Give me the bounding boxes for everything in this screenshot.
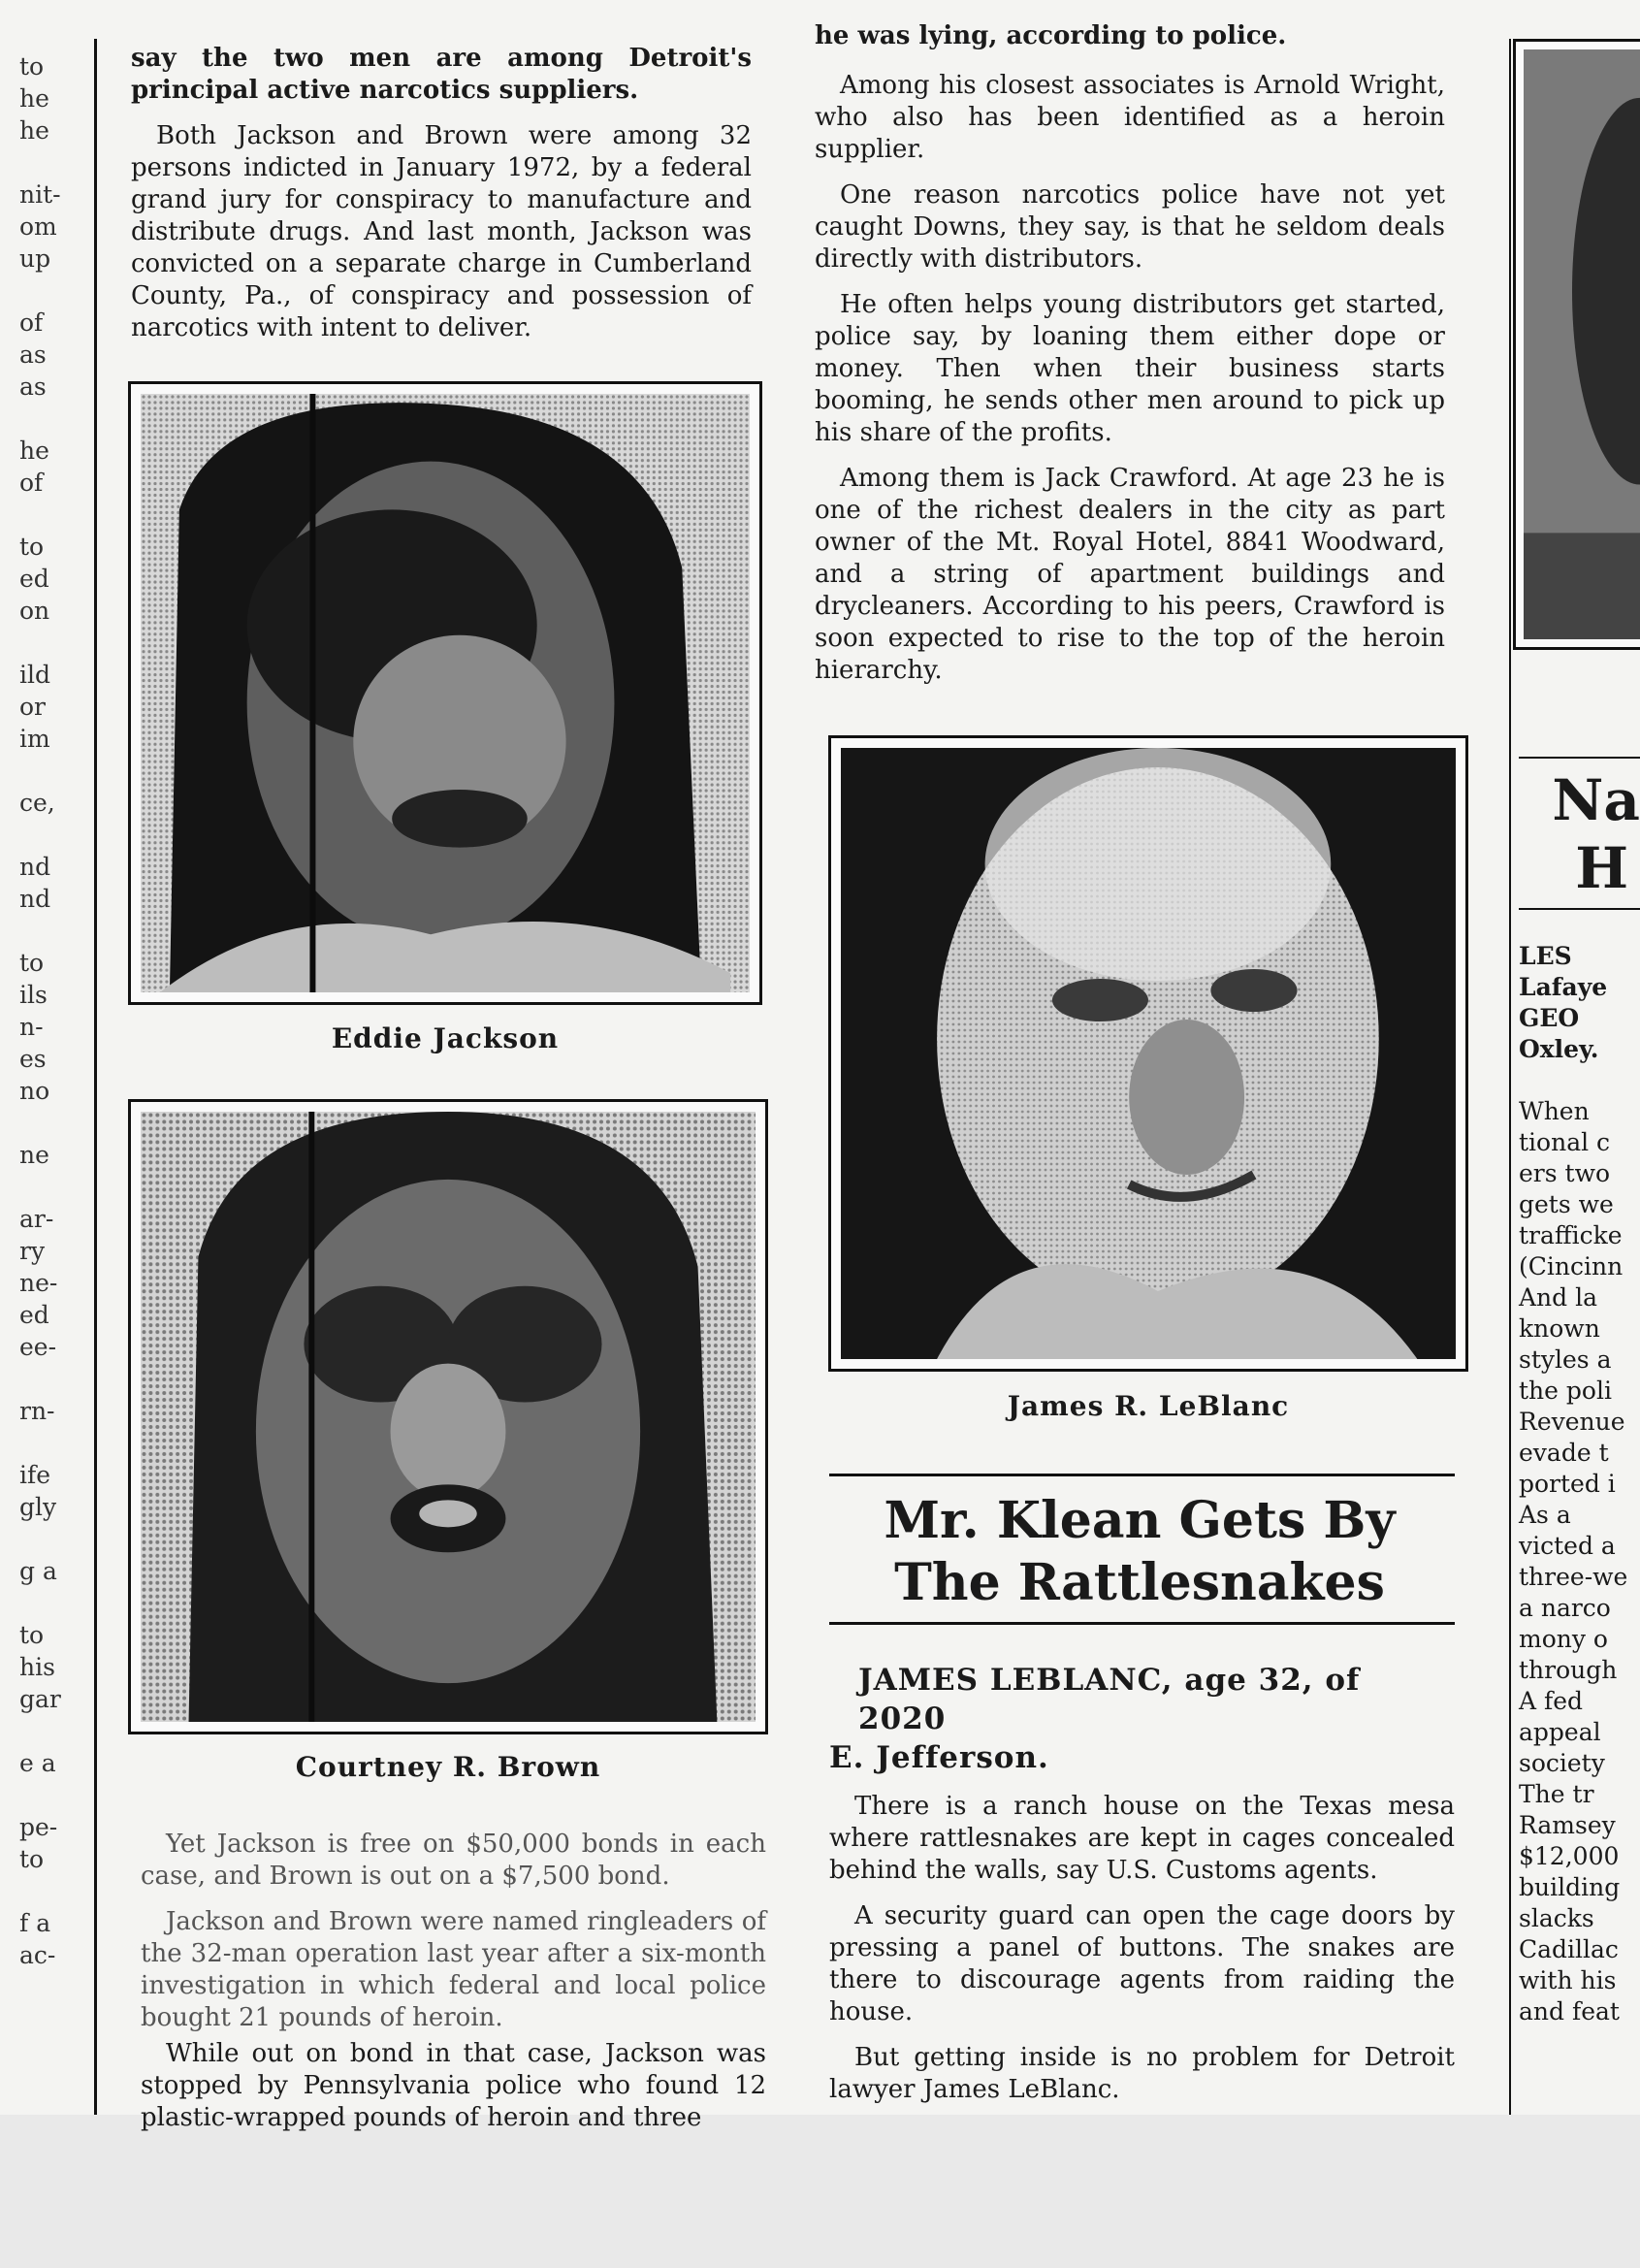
article-paragraph: A security guard can open the cage doors by pressing a panel of buttons. The snakes are there to discourage agents from raiding the house.: [829, 1901, 1455, 2026]
fragment-line: [19, 499, 78, 531]
fragment-line: ils: [19, 981, 48, 1009]
fragment-line: ers two: [1519, 1159, 1611, 1187]
fragment-line: up: [19, 244, 51, 273]
fragment-line: LES: [1519, 942, 1572, 970]
column-one-top: [131, 43, 752, 358]
headline-line-2: The Rattlesnakes: [894, 1553, 1385, 1612]
fragment-line: [19, 627, 78, 659]
column-one-bottom: [141, 1829, 766, 2132]
fragment-line: the poli: [1519, 1377, 1612, 1405]
fragment-line: $12,000: [1519, 1842, 1620, 1870]
fragment-line: to: [19, 52, 45, 81]
fragment-line: to: [19, 533, 45, 561]
fragment-line: ac-: [19, 1941, 56, 1969]
article-paragraph: Among them is Jack Crawford. At age 23 he is one of the richest dealers in the city as part owner of the Mt. Royal Hotel, 8841 Woodward, and a string of apartment buildings and drycleaners. According to his peers, Crawford is soon expected to rise to the top of the heroin hierarchy.: [815, 464, 1445, 685]
portrait-image: [841, 748, 1456, 1359]
fragment-line: [19, 1587, 78, 1619]
fragment-line: GEO: [1519, 1004, 1580, 1032]
portrait-image: [141, 394, 750, 992]
article-paragraph: say the two men are among Detroit's principal active narcotics suppliers.: [131, 44, 752, 105]
photo-james-leblanc: [828, 735, 1468, 1372]
fragment-line: [19, 1363, 78, 1395]
fragment-line: a narco: [1519, 1594, 1611, 1622]
fragment-line: ed: [19, 565, 49, 593]
fragment-line: [19, 146, 78, 178]
fragment-line: n-: [19, 1013, 44, 1041]
fragment-line: Cadillac: [1519, 1935, 1619, 1963]
caption-courtney-brown: Courtney R. Brown: [295, 1751, 601, 1783]
fragment-line: to: [19, 1845, 45, 1873]
kicker-line-2: E. Jefferson.: [829, 1740, 1049, 1775]
article-paragraph: Among his closest associates is Arnold Wright, who also has been identified as a heroin supplier.: [815, 71, 1445, 164]
fragment-line: no: [19, 1077, 50, 1105]
fragment-line: As a: [1519, 1501, 1571, 1529]
fragment-line: g a: [19, 1557, 57, 1585]
fragment-line: Revenue: [1519, 1408, 1625, 1436]
article-paragraph: But getting inside is no problem for Detroit lawyer James LeBlanc.: [829, 2043, 1455, 2104]
photo-courtney-brown: [128, 1099, 768, 1734]
article-headline: [829, 1490, 1450, 1614]
article-paragraph: Both Jackson and Brown were among 32 persons indicted in January 1972, by a federal grand jury for conspiracy to manufacture and distribute drugs. And last month, Jackson was convicted on a separate charge in Cumberland County, Pa., of conspiracy and possession of narcotics with intent to deliver.: [131, 121, 752, 342]
fragment-line: to: [19, 1621, 45, 1649]
column-rule-right: [1509, 39, 1511, 2115]
fragment-line: [19, 403, 78, 435]
fragment-line: es: [19, 1045, 47, 1073]
fragment-line: [19, 1171, 78, 1203]
fragment-line: gly: [19, 1493, 57, 1521]
fragment-line: tional c: [1519, 1128, 1611, 1156]
column-two-top: [815, 21, 1445, 700]
headline-rule-top: [829, 1474, 1455, 1476]
right-rule-top: [1519, 757, 1640, 759]
fragment-line: ee-: [19, 1333, 57, 1361]
column-two-bottom: [829, 1661, 1455, 2120]
article-paragraph: Jackson and Brown were named ringleaders of the 32-man operation last year after a six-month investigation in which federal and local police bought 21 pounds of heroin.: [141, 1907, 766, 2032]
fragment-line: [19, 275, 78, 307]
fragment-line: his: [19, 1653, 55, 1681]
fragment-line: victed a: [1519, 1532, 1616, 1560]
article-paragraph: Yet Jackson is free on $50,000 bonds in each case, and Brown is out on a $7,500 bond.: [141, 1830, 766, 1891]
fragment-line: as: [19, 373, 47, 401]
fragment-line: Lafaye: [1519, 973, 1608, 1001]
fragment-line: [19, 819, 78, 851]
right-headline: [1519, 766, 1640, 907]
fragment-line: three-we: [1519, 1563, 1628, 1591]
fragment-line: [1519, 1065, 1640, 1096]
fragment-line: pe-: [19, 1813, 58, 1841]
caption-james-leblanc: James R. LeBlanc: [1007, 1390, 1290, 1422]
fragment-line: ry: [19, 1237, 46, 1265]
fragment-line: [19, 1715, 78, 1747]
fragment-line: ne-: [19, 1269, 58, 1297]
portrait-image: [141, 1112, 756, 1722]
article-paragraph: One reason narcotics police have not yet caught Downs, they say, is that he seldom deals directly with distributors.: [815, 180, 1445, 274]
fragment-line: (Cincinn: [1519, 1252, 1624, 1280]
fragment-line: Oxley.: [1519, 1035, 1599, 1063]
fragment-line: The tr: [1519, 1780, 1594, 1808]
portrait-image: [1524, 49, 1640, 639]
kicker-line-1: JAMES LEBLANC, age 32, of 2020: [858, 1663, 1361, 1736]
fragment-line: ed: [19, 1301, 49, 1329]
fragment-line: im: [19, 725, 50, 753]
left-column-fragments: [19, 50, 78, 1971]
fragment-line: [19, 915, 78, 947]
fragment-line: [19, 1107, 78, 1139]
fragment-line: A fed: [1519, 1687, 1584, 1715]
fragment-line: [19, 1523, 78, 1555]
right-headline-line-1: Na: [1552, 767, 1640, 833]
article-paragraph: There is a ranch house on the Texas mesa where rattlesnakes are kept in cages concealed behind the walls, say U.S. Customs agents.: [829, 1792, 1455, 1885]
fragment-line: gets we: [1519, 1190, 1614, 1218]
fragment-line: through: [1519, 1656, 1618, 1684]
column-rule-left: [94, 39, 97, 2115]
fragment-line: gar: [19, 1685, 61, 1713]
article-paragraph: He often helps young distributors get started, police say, by loaning them either dope or money. Then when their business starts booming, he sends other men around to pick up his share of the profits.: [815, 290, 1445, 447]
right-column-fragments: [1519, 941, 1640, 2027]
fragment-line: he: [19, 437, 49, 465]
fragment-line: trafficke: [1519, 1221, 1623, 1249]
fragment-line: Ramsey: [1519, 1811, 1616, 1839]
fragment-line: appeal: [1519, 1718, 1601, 1746]
headline-rule-bottom: [829, 1622, 1455, 1625]
article-kicker: [829, 1661, 1455, 1777]
article-paragraph-cut: he was lying, according to police.: [815, 21, 1287, 50]
fragment-line: styles a: [1519, 1345, 1612, 1374]
photo-eddie-jackson: [128, 381, 762, 1005]
fragment-line: slacks: [1519, 1904, 1594, 1932]
fragment-line: nd: [19, 885, 51, 913]
photo-right-clipped: [1513, 39, 1640, 650]
fragment-line: as: [19, 340, 47, 369]
fragment-line: on: [19, 597, 50, 625]
fragment-line: to: [19, 949, 45, 977]
fragment-line: mony o: [1519, 1625, 1608, 1653]
fragment-line: ported i: [1519, 1470, 1616, 1498]
fragment-line: building: [1519, 1873, 1621, 1901]
fragment-line: he: [19, 116, 49, 145]
fragment-line: of: [19, 469, 44, 497]
fragment-line: or: [19, 693, 47, 721]
fragment-line: ar-: [19, 1205, 54, 1233]
fragment-line: nd: [19, 853, 51, 881]
fragment-line: [19, 755, 78, 787]
fragment-line: known: [1519, 1314, 1600, 1343]
fragment-line: When: [1519, 1097, 1590, 1125]
fragment-line: ife: [19, 1461, 51, 1489]
fragment-line: and feat: [1519, 1997, 1620, 2025]
fragment-line: ild: [19, 661, 50, 689]
fragment-line: ne: [19, 1141, 49, 1169]
fragment-line: rn-: [19, 1397, 55, 1425]
right-rule-bottom: [1519, 908, 1640, 910]
fragment-line: with his: [1519, 1966, 1617, 1994]
article-paragraph-cut: While out on bond in that case, Jackson was stopped by Pennsylvania police who found 12 plastic-wrapped pounds of heroin and three: [141, 2039, 766, 2132]
fragment-line: [19, 1779, 78, 1811]
fragment-line: om: [19, 212, 57, 241]
fragment-line: ce,: [19, 789, 55, 817]
right-headline-line-2: H: [1575, 835, 1628, 901]
headline-line-1: Mr. Klean Gets By: [884, 1491, 1396, 1550]
caption-eddie-jackson: Eddie Jackson: [331, 1022, 560, 1054]
fragment-line: of: [19, 308, 44, 337]
fragment-line: society: [1519, 1749, 1605, 1777]
fragment-line: nit-: [19, 180, 61, 209]
fragment-line: [19, 1427, 78, 1459]
fragment-line: evade t: [1519, 1439, 1609, 1467]
fragment-line: [19, 1875, 78, 1907]
fragment-line: And la: [1519, 1283, 1598, 1312]
fragment-line: he: [19, 84, 49, 113]
fragment-line: f a: [19, 1909, 51, 1937]
fragment-line: e a: [19, 1749, 56, 1777]
